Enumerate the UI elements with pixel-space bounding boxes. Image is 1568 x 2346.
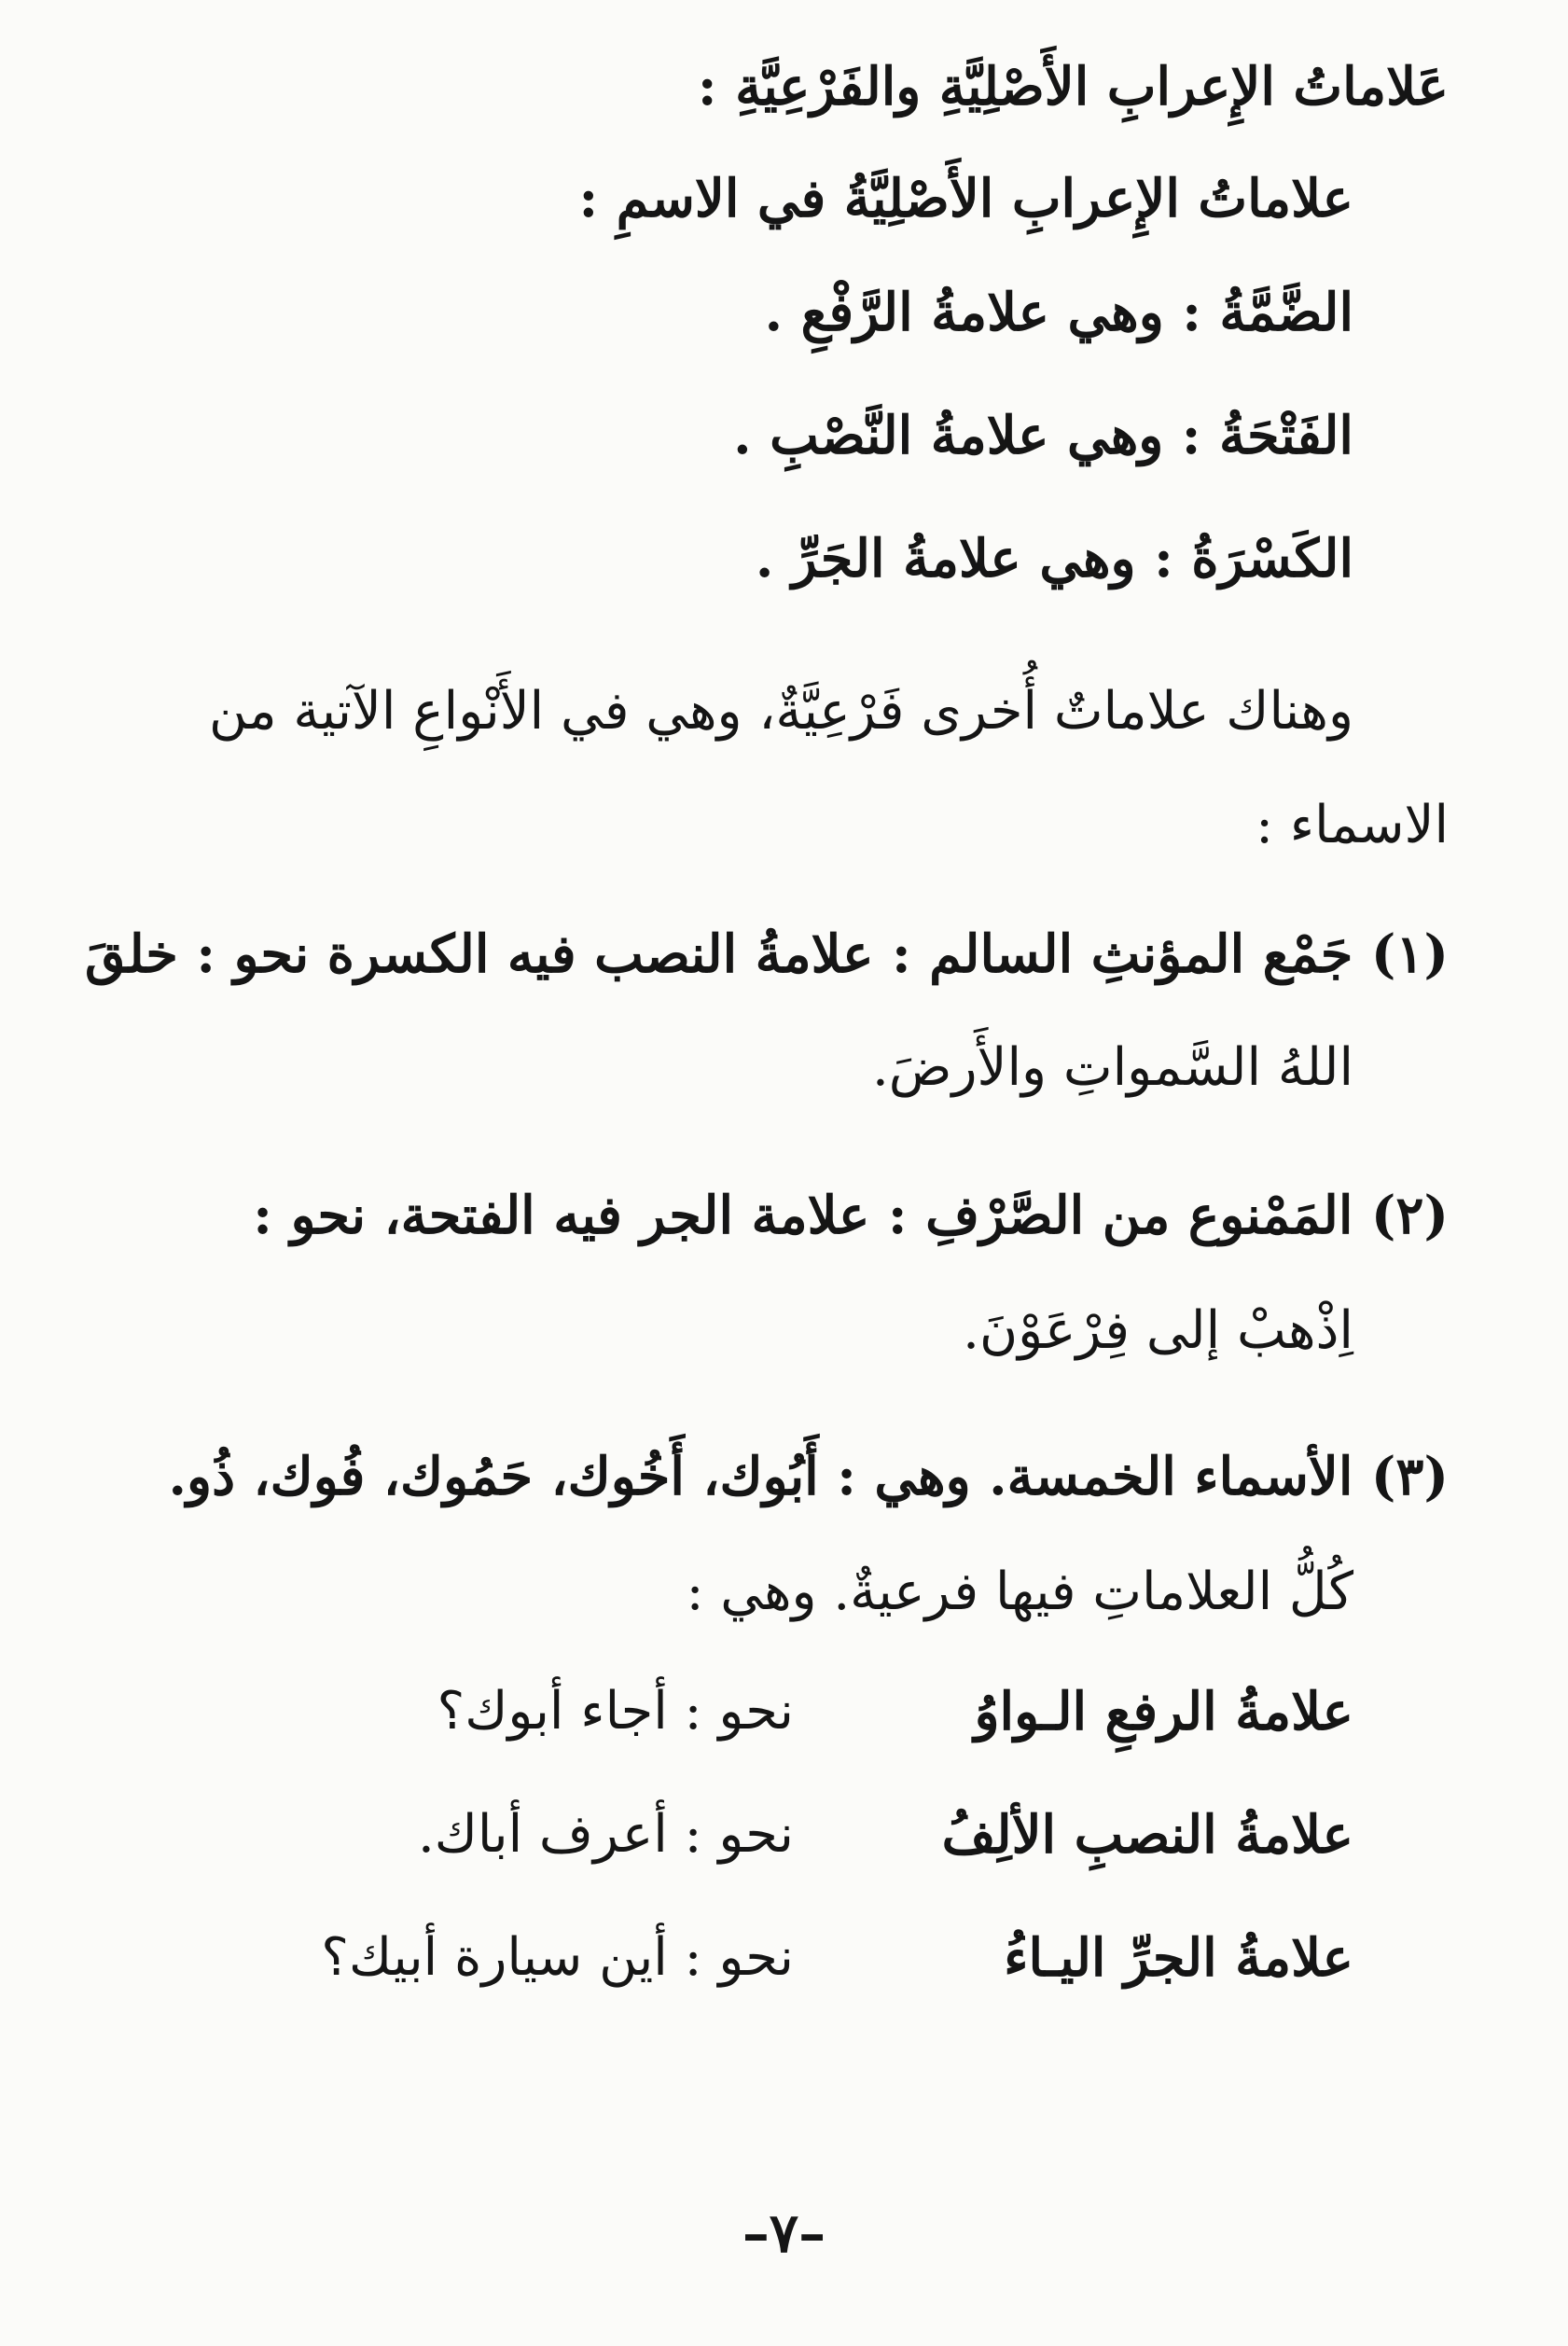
sub-heading: علاماتُ الإِعرابِ الأَصْلِيَّةُ في الاسمِ : <box>578 168 1353 229</box>
sign-example: نحو : أعرف أباك. <box>417 1804 794 1865</box>
list-item-line: اِذْهبْ إلى فِرْعَوْنَ. <box>963 1300 1353 1361</box>
sign-example: نحو : أين سيارة أبيك؟ <box>321 1927 794 1988</box>
intro-paragraph-line: الاسماء : <box>1256 795 1449 855</box>
page-number: –٧– <box>742 2201 826 2265</box>
list-item-line: (٢) المَمْنوع من الصَّرْفِ : علامة الجر فيه الفتحة، نحو : <box>253 1185 1449 1246</box>
list-item-line: (١) جَمْع المؤنثِ السالم : علامةُ النصب فيه الكسرة نحو : خلقَ <box>84 923 1449 985</box>
sign-example: نحو : أجاء أبوك؟ <box>437 1681 794 1742</box>
sign-line-damma: الضَّمَّةُ : وهي علامةُ الرَّفْعِ . <box>764 282 1353 343</box>
sign-line-kasra: الكَسْرَةُ : وهي علامةُ الجَرِّ . <box>755 528 1353 590</box>
sign-label: علامةُ الرفعِ الـواوُ <box>974 1681 1353 1742</box>
intro-paragraph-line: وهناك علاماتٌ أُخرى فَرْعِيَّةٌ، وهي في الأَنْواعِ الآتية من <box>209 681 1353 742</box>
list-item-line: (٣) الأسماء الخمسة. وهي : أَبُوك، أَخُوك، حَمُوك، فُوك، ذُو. <box>168 1446 1449 1507</box>
five-nouns-intro: كُلُّ العلاماتِ فيها فرعيةٌ. وهي : <box>686 1562 1353 1622</box>
sign-label: علامةُ النصبِ الألِفُ <box>941 1804 1353 1866</box>
sign-line-fatha: الفَتْحَةُ : وهي علامةُ النَّصْبِ . <box>733 405 1353 466</box>
main-heading: عَلاماتُ الإِعرابِ الأَصْلِيَّةِ والفَرْعِيَّةِ : <box>697 56 1449 118</box>
table-row <box>253 1679 1353 1744</box>
table-row <box>253 1802 1353 1867</box>
list-item-line: اللهُ السَّمواتِ والأَرضَ. <box>871 1037 1353 1098</box>
table-row <box>253 1925 1353 1991</box>
sign-label: علامةُ الجرِّ اليـاءُ <box>1004 1927 1353 1989</box>
